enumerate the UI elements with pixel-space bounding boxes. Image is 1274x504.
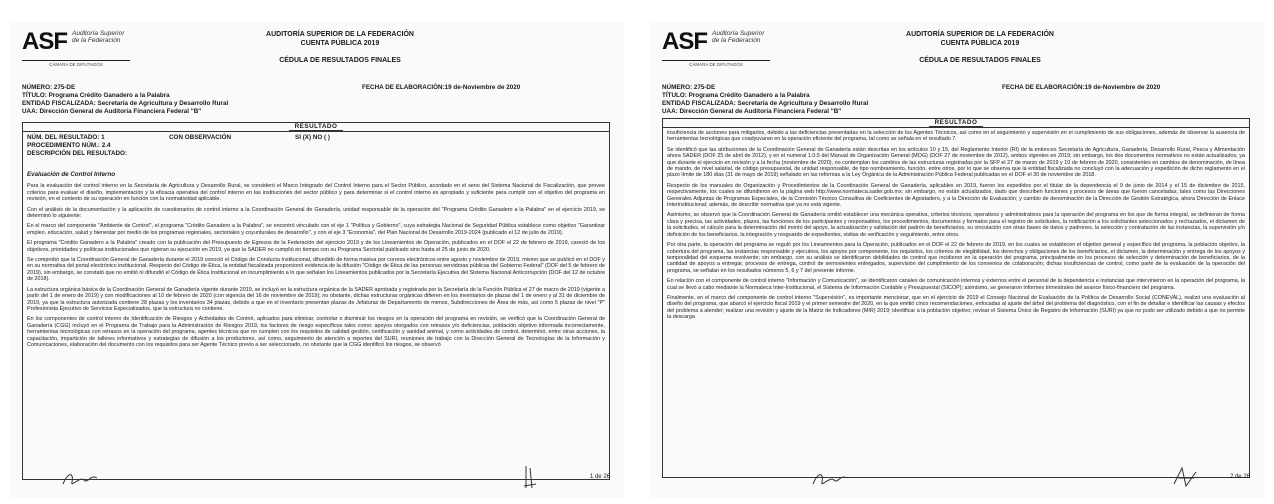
paragraph: El programa "Crédito Ganadero a la Palabra" creado con la publicación del Presupuesto de Egresos de la Federación del ejercicio 2019 y de los Lineamientos de Operación, publicados en el DOF el 22 de febrero de 2019, careció de los objetivos, prioridades y políticas institucionales que rigieran su ejecución en 2019, ya que la SADER no cumplió en tiempo con su Programa Sectorial publicado sino hasta el 25 de junio de 2020.: [27, 240, 605, 253]
meta-uaa: UAA: Dirección General de Auditoría Financiera Federal "B": [22, 108, 202, 115]
paragraph: Para la evaluación del control interno en la Secretaría de Agricultura y Desarrollo Rural, se consideró el Marco Integrado del Control Interno para el Sector Público, acordado en el seno del Sistema Nacional de Fiscalización, que provee criterios para evaluar el diseño, implementación y la eficacia operativa del control interno en las instituciones del sector público y para determinar si el control interno es apropiado y suficiente para cumplir con el objetivo del programa en revisión, en el contexto de su operación en función con la normatividad aplicable.: [27, 183, 605, 203]
meta-fecha: FECHA DE ELABORACIÓN:19 de-Noviembre de 2020: [362, 84, 521, 91]
meta-numero: NÚMERO: 275-DE: [22, 84, 76, 91]
result-body-1: [23, 162, 609, 354]
document-page-2: [650, 22, 1264, 498]
signature-1: [60, 468, 100, 490]
logo-subtitle: Auditoría Superior de la Federación: [72, 30, 125, 44]
result-body-2: [663, 128, 1249, 327]
header-line3: CÉDULA DE RESULTADOS FINALES: [919, 57, 1041, 64]
result-box: [662, 118, 1250, 478]
page-number: 1 de 26: [589, 474, 610, 480]
meta-fecha: FECHA DE ELABORACIÓN:19 de-Noviembre de 2020: [1002, 84, 1161, 91]
meta-titulo: TÍTULO: Programa Crédito Ganadero a la Palabra: [22, 92, 170, 99]
section-heading: Evaluación de Control Interno: [27, 171, 116, 178]
header-line3: CÉDULA DE RESULTADOS FINALES: [279, 57, 401, 64]
logo-acronym: ASF: [22, 28, 67, 55]
header-line2: CUENTA PÚBLICA 2019: [940, 40, 1020, 47]
paragraph: Se comprobó que la Coordinación General de Ganadería durante el 2019 conoció el Código de Conducta Institucional, difundido de forma masiva por correos electrónicos entre agosto y noviembre de 2019, mismo que se publicó en el DOF y en su normativa del portal electrónico institucional. Respecto del Código de Ética, la entidad fiscalizada proporcionó evidencia de la difusión "Código de Ética de las personas servidoras públicas del Gobierno Federal" (DOF del 5 de febrero de 2019), sin embargo, se constató que no emitió ni difundió el Código de Ética Institucional en incumplimiento a lo que señalan los Lineamientos publicados por la Secretaría Ejecutiva del Sistema Nacional Anticorrupción (DOF del 12 de octubre de 2018).: [27, 257, 605, 283]
document-page-1: [10, 22, 624, 498]
result-observation: CON OBSERVACIÓN: [169, 134, 232, 141]
signature-1: [810, 468, 850, 490]
paragraph: Se identificó que las atribuciones de la Coordinación General de Ganadería están descritas en los artículos 10 y 15, del Reglamento Interior (RI) de la entonces Secretaría de Agricultura, Ganadería, Desarrollo Rural, Pesca y Alimentación ahora SADER (DOF 25 de abril de 2012), y en el numeral 1.0.5 del Manual de Organización General (MOG) (DOF 27 de noviembre de 2012), ambos vigentes en 2019; sin embargo, los dos documentos normativos no están actualizados, ya que durante el ejercicio en revisión y a la fecha (noviembre de 2020), no contemplan los cambios de las estructuras registradas por la SFP el 27 de marzo de 2019 y 10 de febrero de 2020, consistentes en cambios de denominación, de línea de mando, de nivel salarial, de código presupuestal, de unidad responsable, de tipo nombramiento, función, entre otros, por lo que se observa que la entidad fiscalizada no concluyó con la adecuación y expedición de dicho reglamento en el plazo límite de 180 días (31 de mayo de 2019) señalado en las reformas a la Ley Orgánica de la Administración Pública Federal publicadas en el DOF el 30 de noviembre de 2018.: [667, 146, 1245, 179]
result-box: [22, 122, 610, 480]
document-meta: [662, 84, 1252, 116]
meta-numero: NÚMERO: 275-DE: [662, 84, 716, 91]
meta-titulo: TÍTULO: Programa Crédito Ganadero a la Palabra: [662, 92, 810, 99]
paragraph: En relación con el componente de control interno "Información y Comunicación", se identificaron canales de comunicación internos y externos entre el personal de la dependencia e instancias que intervinieron en la operación del programa, la cual se llevó a cabo mediante la Normateca Inter-Institucional, el Sistema de Información Contable y Presupuestal (SICOP); asimismo, se generaron informes trimestrales del avance físico-financiero del programa.: [667, 278, 1245, 291]
document-header: [210, 30, 470, 65]
meta-entidad: ENTIDAD FISCALIZADA: Secretaría de Agricultura y Desarrollo Rural: [662, 100, 869, 107]
asf-logo: [22, 28, 132, 74]
result-header: [23, 132, 609, 162]
result-box-title: RESULTADO: [663, 119, 1249, 128]
paragraph: En los componentes de control interno de Identificación de Riesgos y Actividades de Control, aplicados para eliminar, controlar o disminuir los riesgos en la operación del programa en revisión, se verificó que la Coordinación General de Ganadería (CGG) incluyó en el Programa de Trabajo para la Administración de Riesgos 2019, los factores de riesgo específicos tales como: apoyos otorgados con retrasos y/o deficiencias, población objetivo informada incorrectamente, herramientas tecnológicas con retrasos en la operación del programa, agentes técnicos que no cumplen con los requisitos de calidad gestión, certificación y sanidad animal, y como actividades de control, determinó, entre otras acciones, la capacitación, impartición de talleres informativos y estrategias de difusión a los productores, así como, seguimiento de atención a reportes del SURI, reuniones de trabajo con la Dirección General de Tecnologías de la Información y Comunicaciones, elaboración del documento con los requisitos para ser Agente Técnico previo a ser seleccionado, no obstante que la CGG identificó los riesgos, se observó: [27, 316, 605, 348]
meta-uaa: UAA: Dirección General de Auditoría Financiera Federal "B": [662, 108, 842, 115]
paragraph: Finalmente, en el marco del componente de control interno "Supervisión", es importante mencionar, que en el ejercicio de 2019 el Consejo Nacional de Evaluación de la Política de Desarrollo Social (CONEVAL), realizó una evaluación al diseño del programa, que abarcó el ejercicio fiscal 2019 y el primer semestre del 2020, en la que emitió cinco recomendaciones, enfocadas al ajuste del árbol del problema del diagnóstico, con el fin de detallar e identificar las causas y efectos del problema a atender; realizar una revisión y ajuste de la Matriz de Indicadores (MIR) 2019; identificar a la población objetivo; revisar el Sistema Único de Registro de Información (SURI) ya que no pudo ser utilizado debido a que no permite la descarga: [667, 294, 1245, 321]
document-meta: [22, 84, 612, 116]
asf-logo: [662, 28, 772, 74]
result-si-no: SI (X) NO ( ): [295, 134, 330, 141]
result-procedure: PROCEDIMIENTO NÚM.: 2.4: [27, 142, 111, 149]
paragraph: Asimismo, se observó que la Coordinación General de Ganadería omitió establecer una mecánica operativa, criterios técnicos, operativos y administrativos para la operación del programa en los que de forma integral, se definieran de forma clara y precisa, las actividades, plazos, las funciones de los participantes y responsables, los procedimientos, documentos y formatos para el registro de solicitudes, la notificación a los solicitantes seleccionados y rechazados, el dictamen de la solicitudes, el cálculo para la determinación del monto del apoyo, la actualización y validación del padrón de beneficiarios, su vinculación con otras bases de datos y padrones, la selección y contratación de las instancias, la supervisión y/o definición de los beneficiarios, la integración y resguardo de expedientes, visitas de verificación y seguimiento, entre otros.: [667, 212, 1245, 238]
paragraph: insuficiencia de acciones para mitigarlos, debido a las deficiencias presentadas en la selección de los Agentes Técnicos, así como en el seguimiento y supervisión en el cumplimiento de sus obligaciones, además de observar la ausencia de herramientas tecnológicas que coadyuvaran en la operación eficiente del programa, tal como se señala en el resultado 7.: [667, 130, 1245, 143]
header-line2: CUENTA PÚBLICA 2019: [300, 40, 380, 47]
signature-2: [520, 464, 540, 490]
header-line1: AUDITORÍA SUPERIOR DE LA FEDERACIÓN: [266, 31, 414, 38]
logo-acronym: ASF: [662, 28, 707, 55]
paragraph: Con el análisis de la documentación y la aplicación de cuestionarios de control interno a la Coordinación General de Ganadería, unidad responsable de la operación del "Programa Crédito Ganadero a la Palabra" en el ejercicio 2019, se determinó lo siguiente:: [27, 206, 605, 220]
paragraph: Respecto de los manuales de Organización y Procedimientos de la Coordinación General de Ganadería, aplicables en 2019, fueron los expedidos por el titular de la dependencia el 9 de junio de 2014 y el 15 de diciembre de 2015, respectivamente, los cuales se difundieron en la página web http://www.normateca.sader.gob.mx; sin embargo, no están actualizados, dado que describen funciones y procesos de áreas que fueron canceladas; tales como las Direcciones Generales Adjuntas de Programas Especiales, de la Comisión Técnico Consultiva de Coeficientes de Agostadero, y a la Dirección de Evaluación; y cambio de denominación de la Dirección de Gestión Estratégica, ahora Dirección de Enlace Interinstitucional; además, de describir normativa que ya no está vigente.: [667, 182, 1245, 209]
paragraph: Por otra parte, la operación del programa se reguló por los Lineamientos para la Operación, publicados en el DOF el 22 de febrero de 2019, en los cuales se establecen el objetivo general y específico del programa, la población objetivo, la cobertura del programa, las instancias responsable y ejecutora, los apoyos por componente, los requisitos, los criterios de elegibilidad, los derechos y obligaciones de los beneficiarios, el dictamen, la determinación y entrega de los apoyos y temporalidad del esquema revolvente; sin embargo, con su análisis se identificaron debilidades de control que incidieron en la operación del programa, principalmente en los procesos de selección y determinación de beneficiarios, de la cantidad de apoyos a entregar, procesos de entrega, control de semovientes entregados, supervisión del cumplimiento de los convenios de colaboración; dichas insuficiencias de control, como parte de la evaluación de la operación del programa, se señalan en los resultados números 5, 6 y 7 del presente informe.: [667, 242, 1245, 274]
result-box-title: RESULTADO: [23, 123, 609, 132]
paragraph: En el marco del componente "Ambiente de Control", el programa "Crédito Ganadero a la Palabra", se encontró vinculado con el eje 1 "Política y Gobierno", cuya estrategia Nacional de Seguridad Pública establece como objetivo "Garantizar empleo, educación, salud y bienestar por medio de los programas regionales, sectoriales y coyunturales de desarrollo", y con el eje 3 "Economía", del Plan Nacional de Desarrollo 2019-2024 (publicado el 12 de julio de 2019).: [27, 223, 605, 236]
logo-bar: CÁMARA DE DIPUTADOS: [22, 60, 130, 70]
page-number: 2 de 26: [1229, 474, 1250, 480]
document-header: [850, 30, 1110, 65]
logo-bar: CÁMARA DE DIPUTADOS: [662, 60, 770, 70]
result-number: NÚM. DEL RESULTADO: 1: [27, 134, 105, 141]
paragraph: La estructura orgánica básica de la Coordinación General de Ganadería vigente durante 2019, se incluyó en la estructura orgánica de la SADER aprobada y registrada por la Secretaría de la Función Pública el 27 de marzo de 2019 (vigente a partir del 1 de enero de 2019) y con modificaciones al 10 de febrero de 2020 (con vigencia del 16 de noviembre de 2019); no obstante, dichas estructuras orgánicas difieren en los inventarios de plazas del 1 de enero y al 31 de diciembre de 2019, ya que la estructura autorizada contiene 28 plazas y los inventarios 34 plazas, debido a que en el inventario presentan plazas de Jefaturas de Departamento de menos, Subdirecciones de Área de más, así como 5 plazas de nivel "P" Profesionista Ejecutivo de Servicios Especializados, que la estructura no contiene.: [27, 286, 605, 312]
header-line1: AUDITORÍA SUPERIOR DE LA FEDERACIÓN: [906, 31, 1054, 38]
meta-entidad: ENTIDAD FISCALIZADA: Secretaría de Agricultura y Desarrollo Rural: [22, 100, 229, 107]
logo-subtitle: Auditoría Superior de la Federación: [712, 30, 765, 44]
result-description-label: DESCRIPCIÓN DEL RESULTADO:: [27, 150, 128, 157]
signature-2: [1170, 464, 1200, 490]
